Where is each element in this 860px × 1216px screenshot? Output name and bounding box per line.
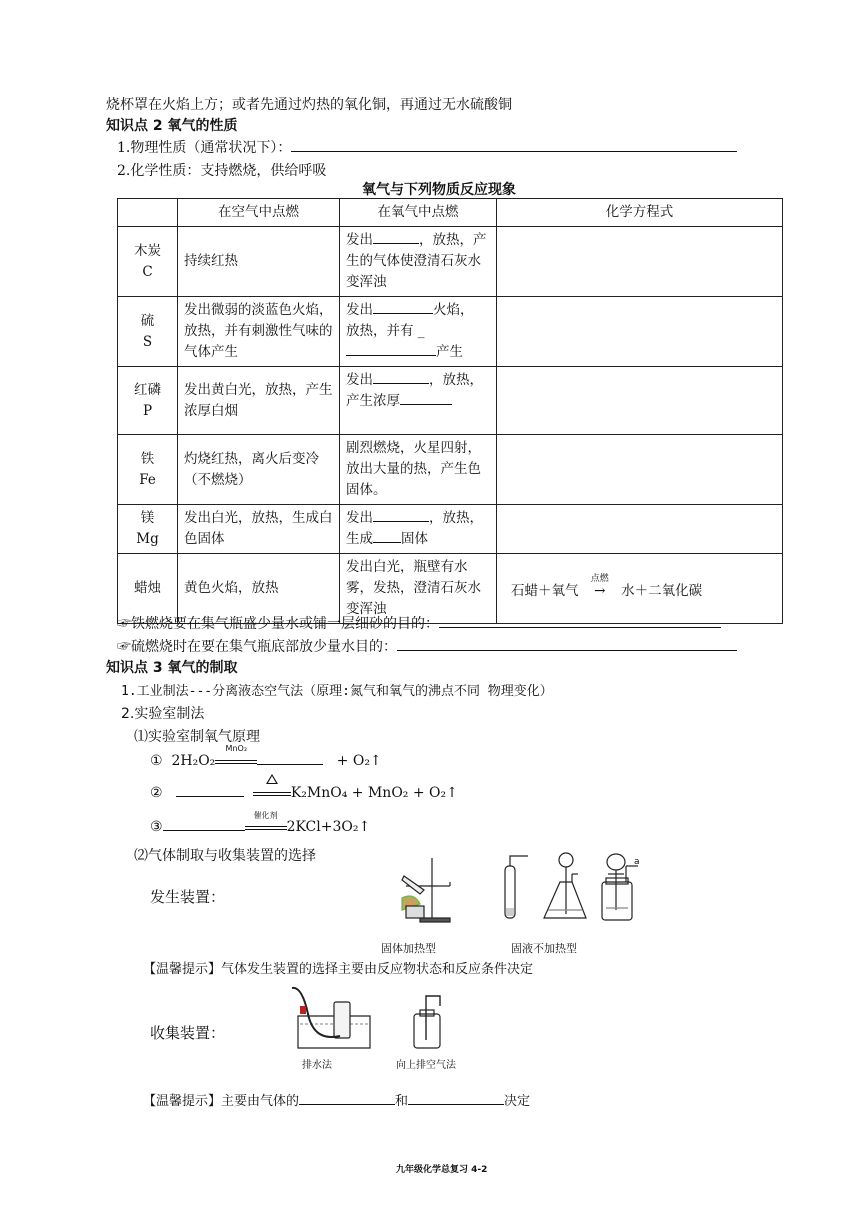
- equation-cell: [497, 367, 783, 435]
- solid-heating-apparatus-icon: [402, 858, 450, 922]
- device-selection-label: ⑵气体制取与收集装置的选择: [134, 848, 316, 864]
- oxygen-cell: 发出白光，瓶壁有水雾，发热，澄清石灰水变浑浊: [340, 554, 497, 624]
- substance-cell: 硫 S: [118, 297, 178, 367]
- industrial-method: 1.工业制法---分离液态空气法（原理:氮气和氧气的沸点不同 物理变化）: [121, 684, 553, 699]
- header-empty: [118, 199, 178, 227]
- table-header-row: [118, 199, 783, 227]
- air-method-caption: 向上排空气法: [396, 1060, 456, 1071]
- oxygen-cell: 发出 ，放热，产生的气体使澄清石灰水变浑浊: [340, 227, 497, 297]
- table-row: [118, 505, 783, 554]
- air-cell: 灼烧红热，离火后变冷（不燃烧）: [178, 435, 340, 505]
- table-title: 氧气与下列物质反应现象: [362, 182, 516, 198]
- equation-3: ③ 催化剂 2KCl+3O₂↑: [150, 811, 371, 835]
- equation-1: ① 2H₂O₂ MnO₂ + O₂↑: [150, 744, 382, 769]
- air-cell: 持续红热: [178, 227, 340, 297]
- section3-title: 知识点 3 氧气的制取: [106, 660, 238, 676]
- page-footer: 九年级化学总复习 4-2: [396, 1165, 488, 1175]
- solid-liquid-caption: 固液不加热型: [511, 942, 577, 955]
- equation-cell: [497, 505, 783, 554]
- air-cell: 发出微弱的淡蓝色火焰，放热，并有刺激性气味的气体产生: [178, 297, 340, 367]
- table-row: [118, 367, 783, 435]
- section2-title: 知识点 2 氧气的性质: [106, 118, 238, 134]
- separatory-funnel-bottle-icon: [602, 854, 638, 920]
- intro-line: 烧杯罩在火焰上方；或者先通过灼热的氧化铜，再通过无水硫酸铜: [106, 97, 512, 113]
- air-cell: 发出黄白光，放热，产生浓厚白烟: [178, 367, 340, 435]
- substance-cell: 木炭 C: [118, 227, 178, 297]
- label-a: a: [634, 857, 640, 867]
- oxygen-cell: 发出 ，放热， 产生浓厚: [340, 367, 497, 435]
- oxygen-cell: 发出 ，放热， 生成 固体: [340, 505, 497, 554]
- flask-with-funnel-icon: [544, 853, 586, 918]
- heat-triangle-icon: [266, 774, 278, 784]
- lab-method: 2.实验室制法: [121, 706, 205, 722]
- reaction-table: [117, 198, 783, 624]
- note-sulfur: ☞硫燃烧时在要在集气瓶底部放少量水目的：: [117, 636, 737, 656]
- generation-label: 发生装置：: [150, 888, 226, 906]
- water-method-caption: 排水法: [302, 1060, 332, 1071]
- substance-cell: 红磷 P: [118, 367, 178, 435]
- header-air: 在空气中点燃: [178, 199, 340, 227]
- water-displacement-icon: [292, 988, 370, 1048]
- principle-label: ⑴实验室制氧气原理: [134, 729, 260, 745]
- test-tube-apparatus-icon: [505, 856, 528, 918]
- oxygen-cell: 剧烈燃烧，火星四射，放出大量的热，产生色固体。: [340, 435, 497, 505]
- catalyst-label: 催化剂: [253, 811, 278, 820]
- table-row: [118, 435, 783, 505]
- table-row: [118, 297, 783, 367]
- equation-cell: [497, 227, 783, 297]
- tip-collection: 【温馨提示】主要由气体的 和 决定: [143, 1090, 530, 1109]
- note-iron: ☞铁燃烧要在集气瓶盛少量水或铺一层细砂的目的：: [117, 613, 721, 633]
- equation-cell: [497, 435, 783, 505]
- table-row: [118, 227, 783, 297]
- ignite-condition: 点燃: [590, 574, 609, 584]
- air-cell: 发出白光，放热，生成白色固体: [178, 505, 340, 554]
- chemical-property: 2.化学性质：支持燃烧，供给呼吸: [117, 163, 327, 179]
- candle-equation: 石蜡＋氧气 点燃 → 水＋二氧化碳: [511, 575, 702, 602]
- upward-air-displacement-icon: [414, 996, 440, 1048]
- air-cell: 黄色火焰，放热: [178, 554, 340, 624]
- mno2-catalyst-label: MnO₂: [225, 744, 248, 753]
- equation-cell: [497, 297, 783, 367]
- substance-cell: 镁 Mg: [118, 505, 178, 554]
- substance-cell: 铁 Fe: [118, 435, 178, 505]
- generation-apparatus-diagram: [380, 852, 652, 932]
- header-equation: 化学方程式: [497, 199, 783, 227]
- collection-label: 收集装置：: [150, 1024, 226, 1042]
- equation-2: ② K₂MnO₄ + MnO₂ + O₂↑: [150, 784, 458, 801]
- substance-cell: 蜡烛: [118, 554, 178, 624]
- collection-apparatus-diagram: [290, 984, 460, 1050]
- solid-heating-caption: 固体加热型: [381, 942, 436, 955]
- tip-generation: 【温馨提示】气体发生装置的选择主要由反应物状态和反应条件决定: [143, 962, 534, 977]
- physical-property: 1.物理性质（通常状况下）：: [117, 137, 737, 157]
- oxygen-cell: 发出 火焰， 放热，并有 _ 产生: [340, 297, 497, 367]
- header-oxygen: 在氧气中点燃: [340, 199, 497, 227]
